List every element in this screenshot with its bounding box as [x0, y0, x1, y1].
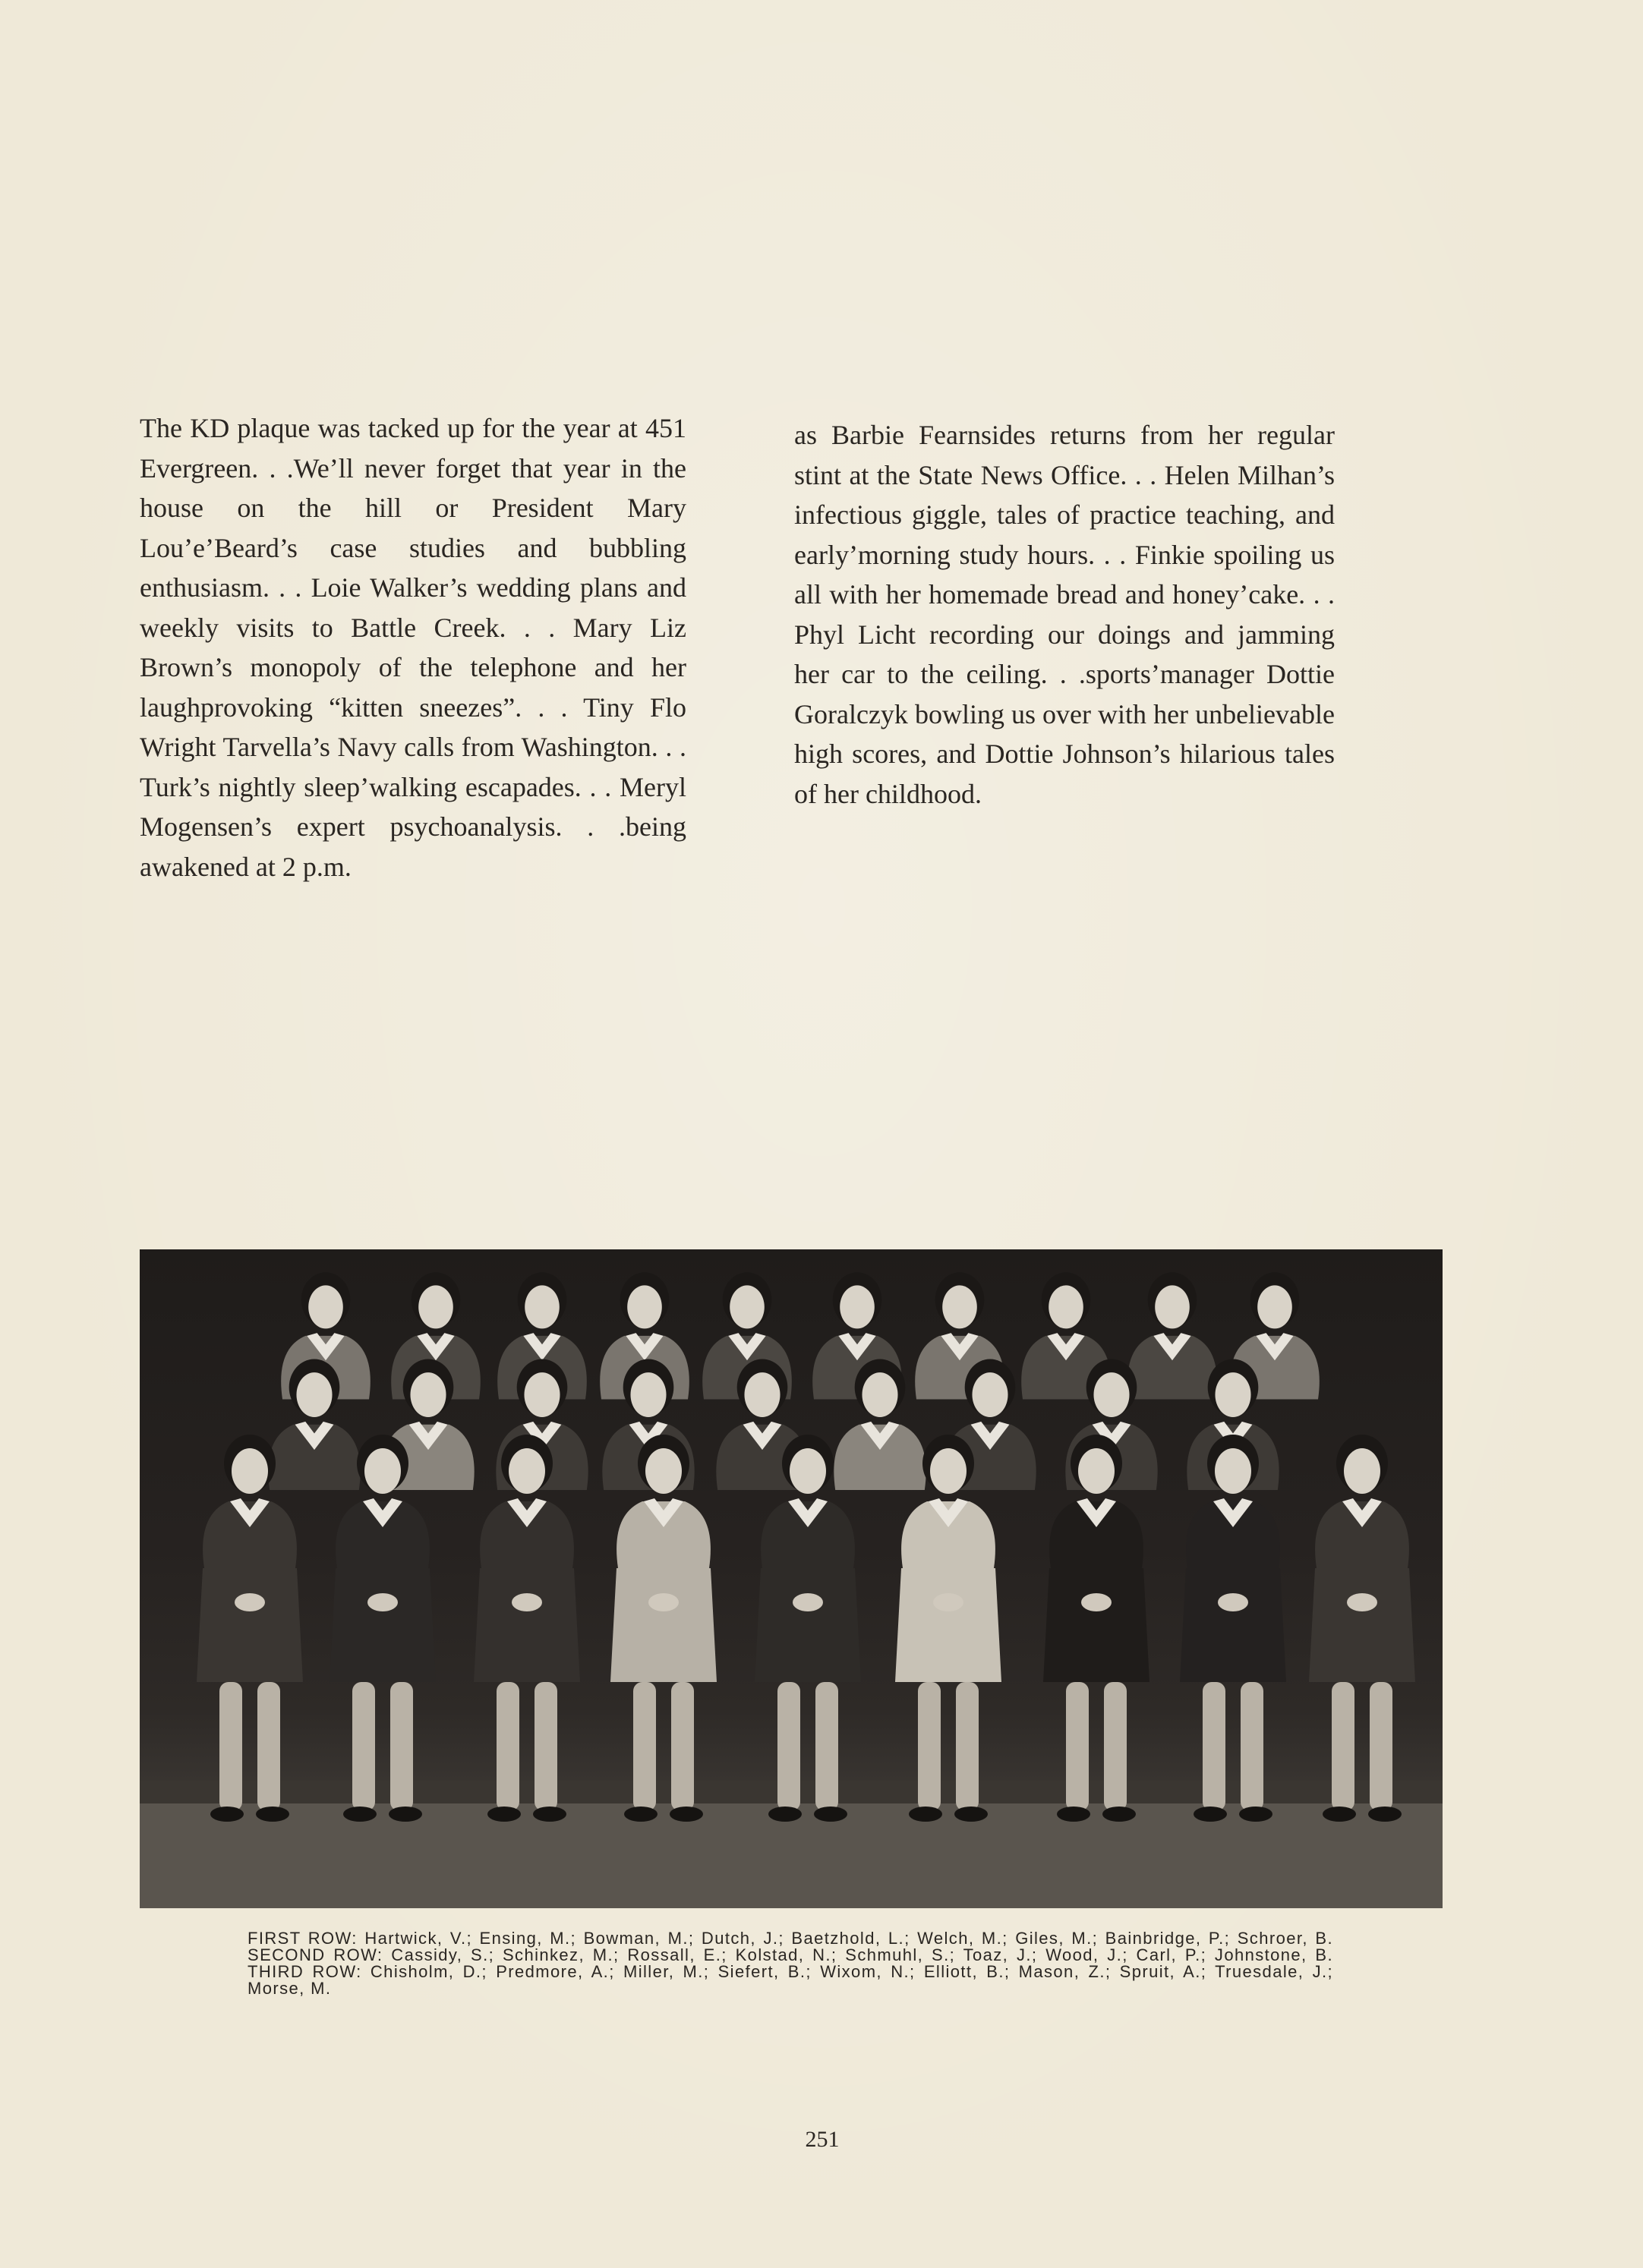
group-photo — [140, 1249, 1443, 1908]
photo-caption — [248, 1930, 1333, 1997]
person-back-row-9 — [1127, 1272, 1217, 1399]
text-column-left — [140, 408, 686, 887]
person-front-row-3 — [474, 1435, 580, 1822]
group-photo-illustration — [140, 1249, 1443, 1908]
person-front-row-2 — [330, 1435, 436, 1822]
person-front-row-1 — [197, 1435, 303, 1822]
body-paragraph-left: The KD plaque was tacked up for the year at 451 Evergreen. . .We’ll never forget that year in the house on the hill or President Mary Lou’e’Beard’s case studies and bubbling enthusiasm. . . Loie Walker’s wedding plans and weekly visits to Battle Creek. . . Mary Liz Brown’s monopoly of the telephone and her laughprovoking “kitten sneezes”. . . Tiny Flo Wright Tarvella’s Navy calls from Washington. . . Turk’s nightly sleep’walking escapades. . . Meryl Mogensen’s expert psychoanalysis. . .being awakened at 2 p.m. — [140, 413, 686, 882]
person-front-row-5 — [755, 1435, 861, 1822]
text-column-right — [794, 415, 1335, 814]
person-front-row-4 — [610, 1435, 717, 1822]
body-paragraph-right: as Barbie Fearnsides returns from her regular stint at the State News Office. . . Helen Milhan’s infectious giggle, tales of practice teaching, and early’morning study hours. . . Finkie spoiling us all with her homemade bread and honey’cake. . . Phyl Licht recording our doings and jamming her car to the ceiling. . .sports’manager Dottie Goralczyk bowling us over with her unbelievable high scores, and Dottie Johnson’s hilarious tales of her childhood. — [794, 420, 1335, 809]
page-number: 251 — [805, 2127, 840, 2152]
person-front-row-7 — [1043, 1435, 1149, 1822]
person-front-row-9 — [1309, 1435, 1415, 1822]
caption-text: FIRST ROW: Hartwick, V.; Ensing, M.; Bowman, M.; Dutch, J.; Baetzhold, L.; Welch, M.; Giles, M.; Bainbridge, P.; Schroer, B. SECOND ROW: Cassidy, S.; Schinkez, M.; Rossall, E.; Kolstad, N.; Schmuhl, S.; Toaz, J.; Wood, J.; Carl, P.; Johnstone, B. THIRD ROW: Chisholm, D.; Predmore, A.; Miller, M.; Siefert, B.; Wixom, N.; Elliott, B.; Mason, Z.; Spruit, A.; Truesdale, J.; Morse, M. — [248, 1929, 1333, 1998]
person-front-row-8 — [1180, 1435, 1286, 1822]
person-front-row-6 — [895, 1435, 1001, 1822]
